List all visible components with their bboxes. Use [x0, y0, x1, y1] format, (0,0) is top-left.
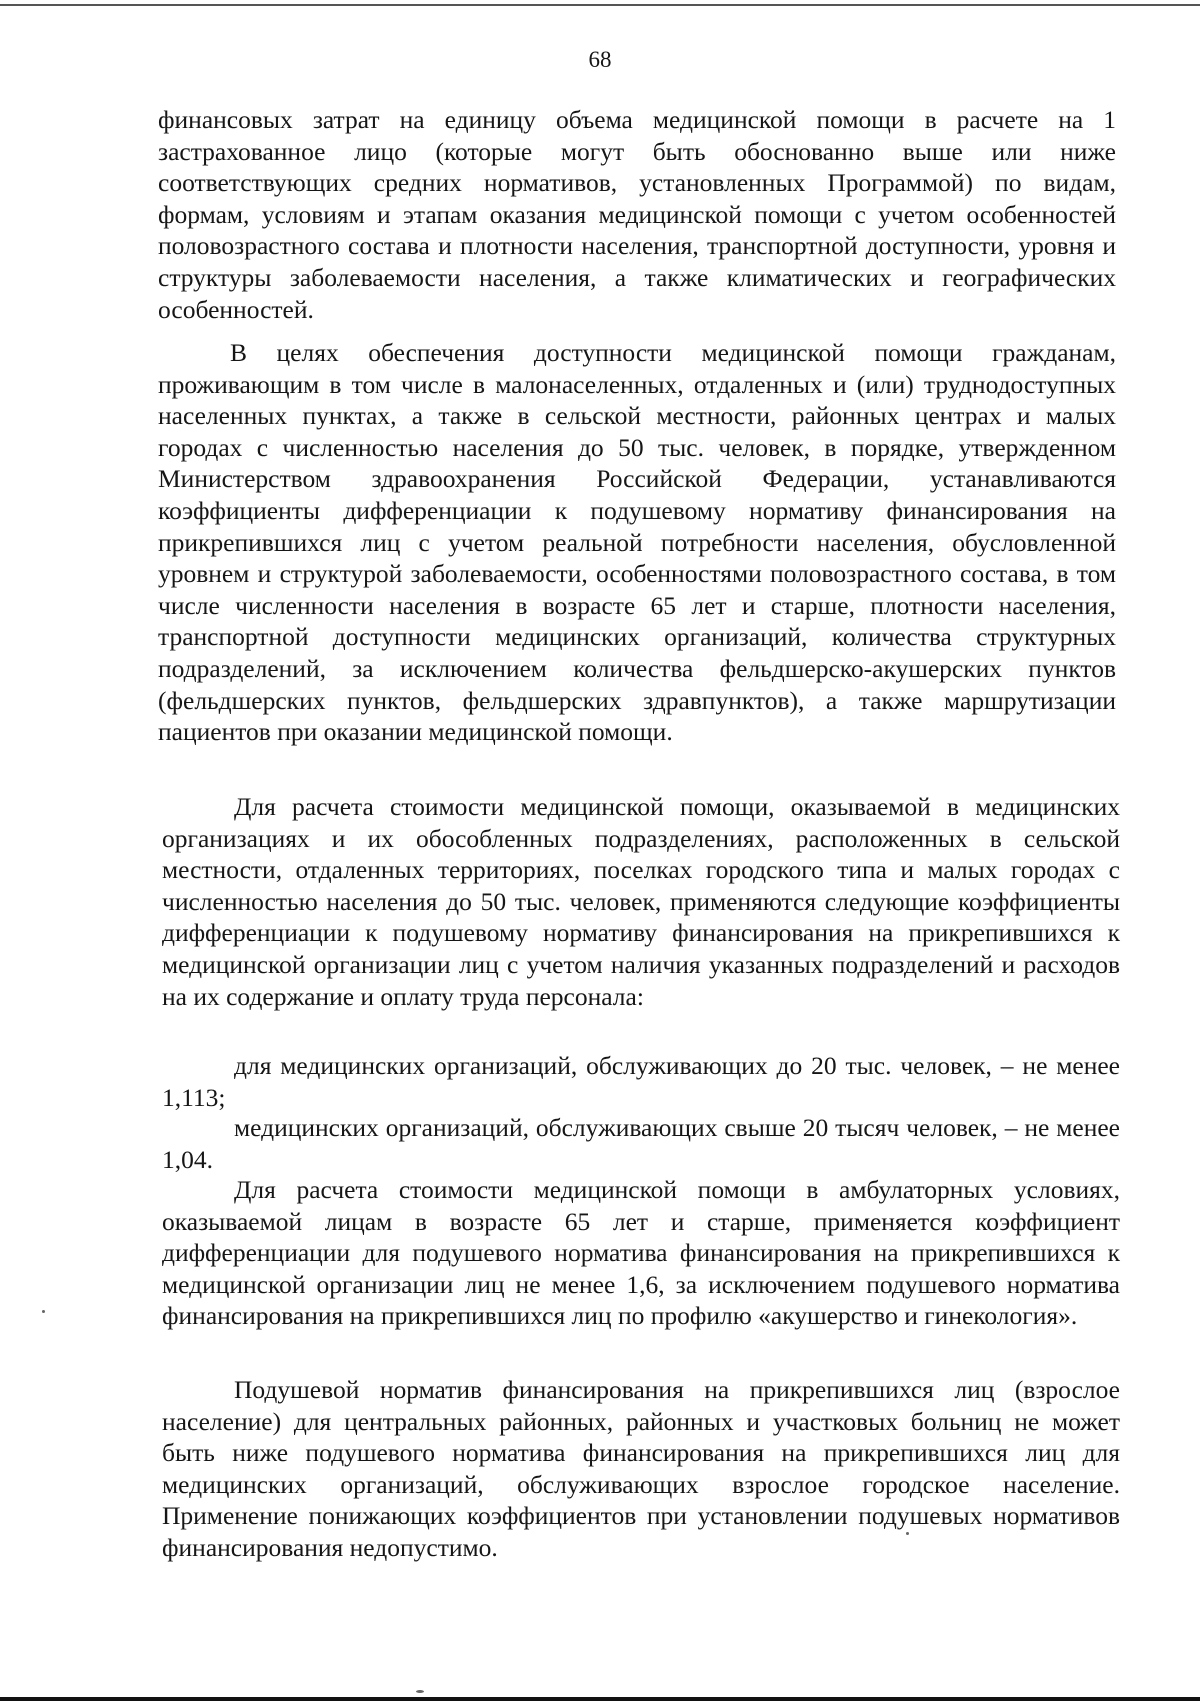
list-item-over-20k: медицинских организаций, обслуживающих свыше 20 тысяч человек, – не менее 1,04.: [162, 1113, 1120, 1174]
paragraph-per-capita-standard: Подушевой норматив финансирования на прикрепившихся лиц (взрослое население) для центральных районных, районных и участковых больниц не может быть ниже подушевого норматива финансирования на прикрепившихся лиц для медицинских организаций, обслуживающих взрослое городское население. Применение понижающих коэффициентов при установлении подушевых нормативов финансирования недопустимо.: [162, 1375, 1120, 1562]
paragraph-continuation: финансовых затрат на единицу объема медицинской помощи в расчете на 1 застрахованное лицо (которые могут быть обоснованно выше или ниже соответствующих средних нормативов, установленных Программой) по видам, формам, условиям и этапам оказания медицинской помощи с учетом особенностей половозрастного состава и плотности населения, транспортной доступности, уровня и структуры заболеваемости населения, а также климатических и географических особенностей.: [158, 105, 1116, 324]
list-item-up-to-20k: для медицинских организаций, обслуживающих до 20 тыс. человек, – не менее 1,113;: [162, 1051, 1120, 1112]
paragraph-elderly-coefficient: Для расчета стоимости медицинской помощи в амбулаторных условиях, оказываемой лицам в возрасте 65 лет и старше, применяется коэффициент дифференциации для подушевого норматива финансирования на прикрепившихся к медицинской организации лиц не менее 1,6, за исключением подушевого норматива финансирования на прикрепившихся лиц по профилю «акушерство и гинекология».: [162, 1175, 1120, 1331]
scan-edge-bottom: [0, 1697, 1200, 1701]
page-number: 68: [588, 47, 612, 72]
scan-speck: [906, 1532, 909, 1535]
paragraph-rural-calculation: Для расчета стоимости медицинской помощи, оказываемой в медицинских организациях и их обособленных подразделениях, расположенных в сельской местности, отдаленных территориях, поселках городского типа и малых городах с численностью населения до 50 тыс. человек, применяются следующие коэффициенты дифференциации к подушевому нормативу финансирования на прикрепившихся к медицинской организации лиц с учетом наличия указанных подразделений и расходов на их содержание и оплату труда персонала:: [162, 792, 1120, 1011]
scan-speck: [416, 1690, 424, 1693]
scan-edge-top: [0, 4, 1200, 6]
paragraph-accessibility-coefficients: В целях обеспечения доступности медицинской помощи гражданам, проживающим в том числе в малонаселенных, отдаленных и (или) труднодоступных населенных пунктах, а также в сельской местности, районных центрах и малых городах с численностью населения до 50 тыс. человек, в порядке, утвержденном Министерством здравоохранения Российской Федерации, устанавливаются коэффициенты дифференциации к подушевому нормативу финансирования на прикрепившихся лиц с учетом реальной потребности населения, обусловленной уровнем и структурой заболеваемости, особенностями половозрастного состава, в том числе численности населения в возрасте 65 лет и старше, плотности населения, транспортной доступности медицинских организаций, количества структурных подразделений, за исключением количества фельдшерско-акушерских пунктов (фельдшерских пунктов, фельдшерских здравпунктов), а также маршрутизации пациентов при оказании медицинской помощи.: [158, 338, 1116, 747]
scan-speck: [42, 1310, 45, 1313]
